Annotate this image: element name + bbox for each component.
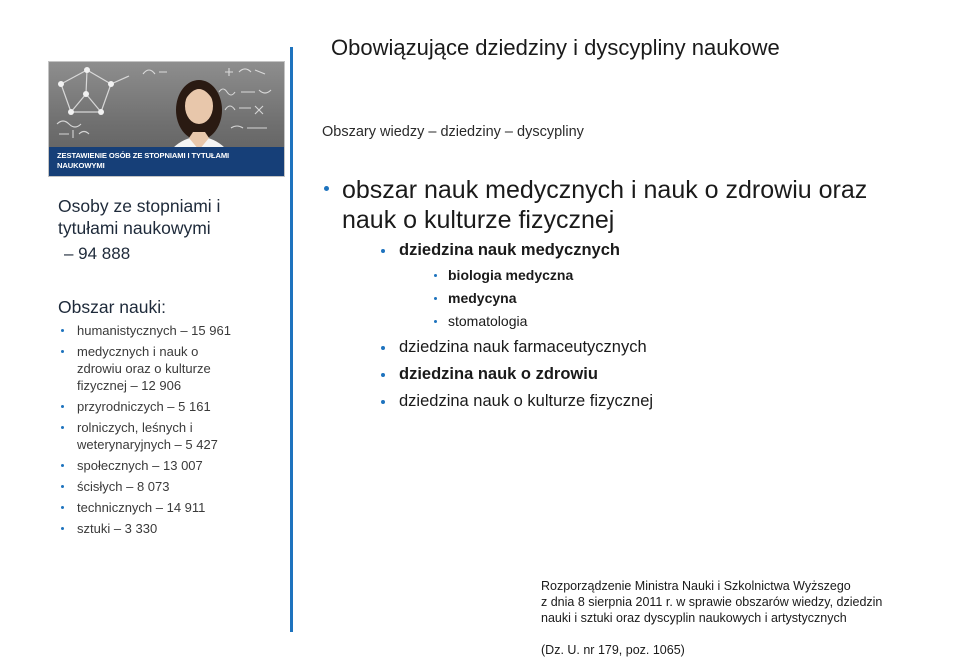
field-physical-culture: [381, 392, 653, 411]
legal-citation: (Dz. U. nr 179, poz. 1065): [541, 643, 685, 657]
bullet-icon: [381, 346, 385, 350]
list-item-line: sztuki – 3 330: [77, 521, 158, 536]
list-item: [60, 398, 285, 415]
discipline-medical-biology: [434, 267, 573, 283]
bullet-icon: [434, 297, 437, 300]
list-item: [60, 343, 285, 394]
bullet-icon: [324, 186, 329, 191]
field-pharmaceutical-sciences: [381, 338, 647, 357]
discipline-label: stomatologia: [448, 313, 528, 329]
bullet-icon: [381, 400, 385, 404]
list-item: [60, 419, 285, 453]
hero-banner: [49, 147, 284, 176]
people-heading: [58, 195, 283, 239]
field-health-sciences: [381, 365, 598, 384]
list-item-line: ścisłych – 8 073: [77, 479, 170, 494]
discipline-dentistry: [434, 313, 527, 329]
list-item-line: fizycznej – 12 906: [77, 378, 182, 393]
page-title: Obowiązujące dziedziny i dyscypliny naukowe: [331, 35, 780, 60]
area-heading-line: nauk o kulturze fizycznej: [342, 206, 615, 234]
field-label: dziedzina nauk farmaceutycznych: [399, 338, 647, 356]
field-label: dziedzina nauk medycznych: [399, 241, 620, 259]
field-medical-sciences: [381, 241, 620, 260]
discipline-label: medycyna: [448, 290, 517, 306]
legal-reference-line: nauki i sztuki oraz dyscyplin naukowych i artystycznych: [541, 611, 847, 625]
legal-reference-line: Rozporządzenie Ministra Nauki i Szkolnictwa Wyższego: [541, 579, 851, 593]
vertical-divider: [290, 47, 293, 632]
bullet-icon: [381, 373, 385, 377]
bullet-icon: [434, 320, 437, 323]
legal-reference-line: z dnia 8 sierpnia 2011 r. w sprawie obszarów wiedzy, dziedzin: [541, 595, 883, 609]
area-title: Obszar nauki:: [58, 297, 166, 317]
hero-banner-line: ZESTAWIENIE OSÓB ZE STOPNIAMI I TYTUŁAMI: [57, 151, 230, 160]
bullet-icon: [434, 274, 437, 277]
list-item: [60, 478, 285, 495]
legal-reference: [541, 578, 941, 658]
list-item: [60, 520, 285, 537]
field-label: dziedzina nauk o zdrowiu: [399, 365, 598, 383]
breadcrumb: Obszary wiedzy – dziedziny – dyscypliny: [322, 124, 584, 140]
list-item-line: weterynaryjnych – 5 427: [77, 437, 218, 452]
list-item-line: zdrowiu oraz o kulturze: [77, 361, 211, 376]
area-heading: [324, 175, 924, 235]
people-heading-line: Osoby ze stopniami i: [58, 196, 221, 216]
list-item-line: technicznych – 14 911: [77, 500, 206, 515]
list-item-line: rolniczych, leśnych i: [77, 420, 193, 435]
list-item: [60, 499, 285, 516]
bullet-icon: [381, 249, 385, 253]
hero-image: [48, 61, 285, 177]
people-total: – 94 888: [64, 244, 131, 263]
area-heading-line: obszar nauk medycznych i nauk o zdrowiu oraz: [342, 176, 868, 204]
list-item-line: przyrodniczych – 5 161: [77, 399, 211, 414]
list-item: [60, 322, 285, 339]
people-heading-line: tytułami naukowymi: [58, 218, 211, 238]
discipline-medicine: [434, 290, 516, 306]
list-item-line: społecznych – 13 007: [77, 458, 203, 473]
list-item-line: humanistycznych – 15 961: [77, 323, 231, 338]
list-item-line: medycznych i nauk o: [77, 344, 199, 359]
list-item: [60, 457, 285, 474]
discipline-label: biologia medyczna: [448, 267, 574, 283]
hero-banner-line: NAUKOWYMI: [57, 161, 105, 170]
area-list: [60, 322, 285, 541]
field-label: dziedzina nauk o kulturze fizycznej: [399, 392, 654, 410]
